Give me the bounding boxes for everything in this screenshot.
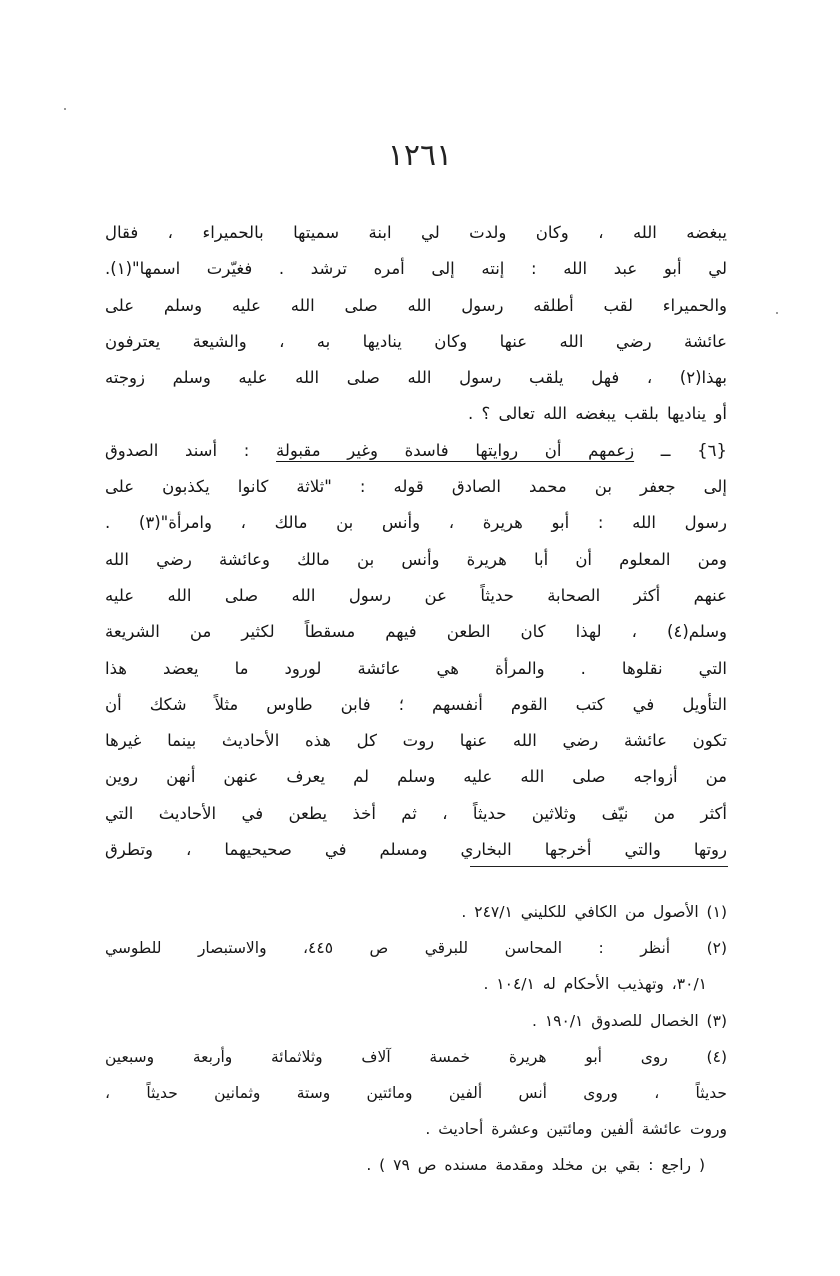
section-heading-continuation: : أسند الصدوق <box>105 440 277 460</box>
text-line: وسلم(٤) ، لهذا كان الطعن فيهم مسقطاً لكثير من الشريعة <box>105 622 727 642</box>
section-heading-line <box>105 433 727 469</box>
text-line: بهذا(٢) ، فهل يلقب رسول الله صلى الله عليه وسلم زوجته <box>105 368 727 388</box>
footnote-divider <box>470 866 728 867</box>
main-text <box>105 215 727 868</box>
text-line: لي أبو عبد الله : إنته إلى أمره ترشد . فغيّرت اسمها"(١). <box>105 259 727 279</box>
text-line: يبغضه الله ، وكان ولدت لي ابنة سميتها بالحميراء ، فقال <box>105 223 727 242</box>
text-line: من أزواجه صلى الله عليه وسلم لم يعرف عنهن أنهن روين <box>105 767 727 787</box>
footnote-line: (١) الأصول من الكافي للكليني ٢٤٧/١ . <box>461 903 727 921</box>
text-line: التأويل في كتب القوم أنفسهم ؛ فابن طاوس مثلاً شكك أن <box>105 694 727 714</box>
footnote-line: ( راجع : بقي بن مخلد ومقدمة مسنده ص ٧٩ ) . <box>366 1156 705 1175</box>
text-line: ومن المعلوم أن أبا هريرة وأنس بن مالك وعائشة رضي الله <box>105 549 727 569</box>
footnote-line: ٣٠/١، وتهذيب الأحكام له ١٠٤/١ . <box>483 975 707 994</box>
text-line: روتها والتي أخرجها البخاري ومسلم في صحيحيهما ، وتطرق <box>105 840 727 860</box>
page-number: ١٢٦١ <box>387 138 453 173</box>
footnote-line: وروت عائشة ألفين ومائتين وعشرة أحاديث . <box>425 1120 727 1139</box>
text-line: أكثر من نيّف وثلاثين حديثاً ، ثم أخذ يطعن في الأحاديث التي <box>105 803 727 823</box>
footnote-line: (٢) أنظر : المحاسن للبرقي ص ٤٤٥، والاستبصار للطوسي <box>105 939 727 958</box>
footnote-line: (٤) روى أبو هريرة خمسة آلاف وثلاثمائة وأربعة وسبعين <box>105 1047 727 1066</box>
footnotes <box>105 894 727 1184</box>
text-line: عنهم أكثر الصحابة حديثاً عن رسول الله صلى الله عليه <box>105 585 727 605</box>
footnote-line: (٣) الخصال للصدوق ١٩٠/١ . <box>531 1011 727 1030</box>
text-line: إلى جعفر بن محمد الصادق قوله : "ثلاثة كانوا يكذبون على <box>105 477 727 497</box>
section-heading: زعمهم أن روايتها فاسدة وغير مقبولة <box>276 440 635 460</box>
text-line: التي نقلوها . والمرأة هي عائشة لورود ما يعضد هذا <box>105 658 727 678</box>
text-line: عائشة رضي الله عنها وكان يناديها به ، والشيعة يعترفون <box>105 331 727 351</box>
section-number: {٦} ــ <box>634 440 727 460</box>
scan-speck <box>776 312 778 314</box>
footnote-line: حديثاً ، وروى أنس ألفين ومائتين وستة وثمانين حديثاً ، <box>105 1083 727 1102</box>
text-line: أو يناديها بلقب يبغضه الله تعالى ؟ . <box>467 404 727 424</box>
text-line: تكون عائشة رضي الله عنها روت كل هذه الأحاديث بينما غيرها <box>105 731 727 751</box>
text-line: والحميراء لقب أطلقه رسول الله صلى الله عليه وسلم على <box>105 295 727 315</box>
scan-speck <box>64 108 66 110</box>
text-line: رسول الله : أبو هريرة ، وأنس بن مالك ، وامرأة"(٣) . <box>105 513 727 533</box>
